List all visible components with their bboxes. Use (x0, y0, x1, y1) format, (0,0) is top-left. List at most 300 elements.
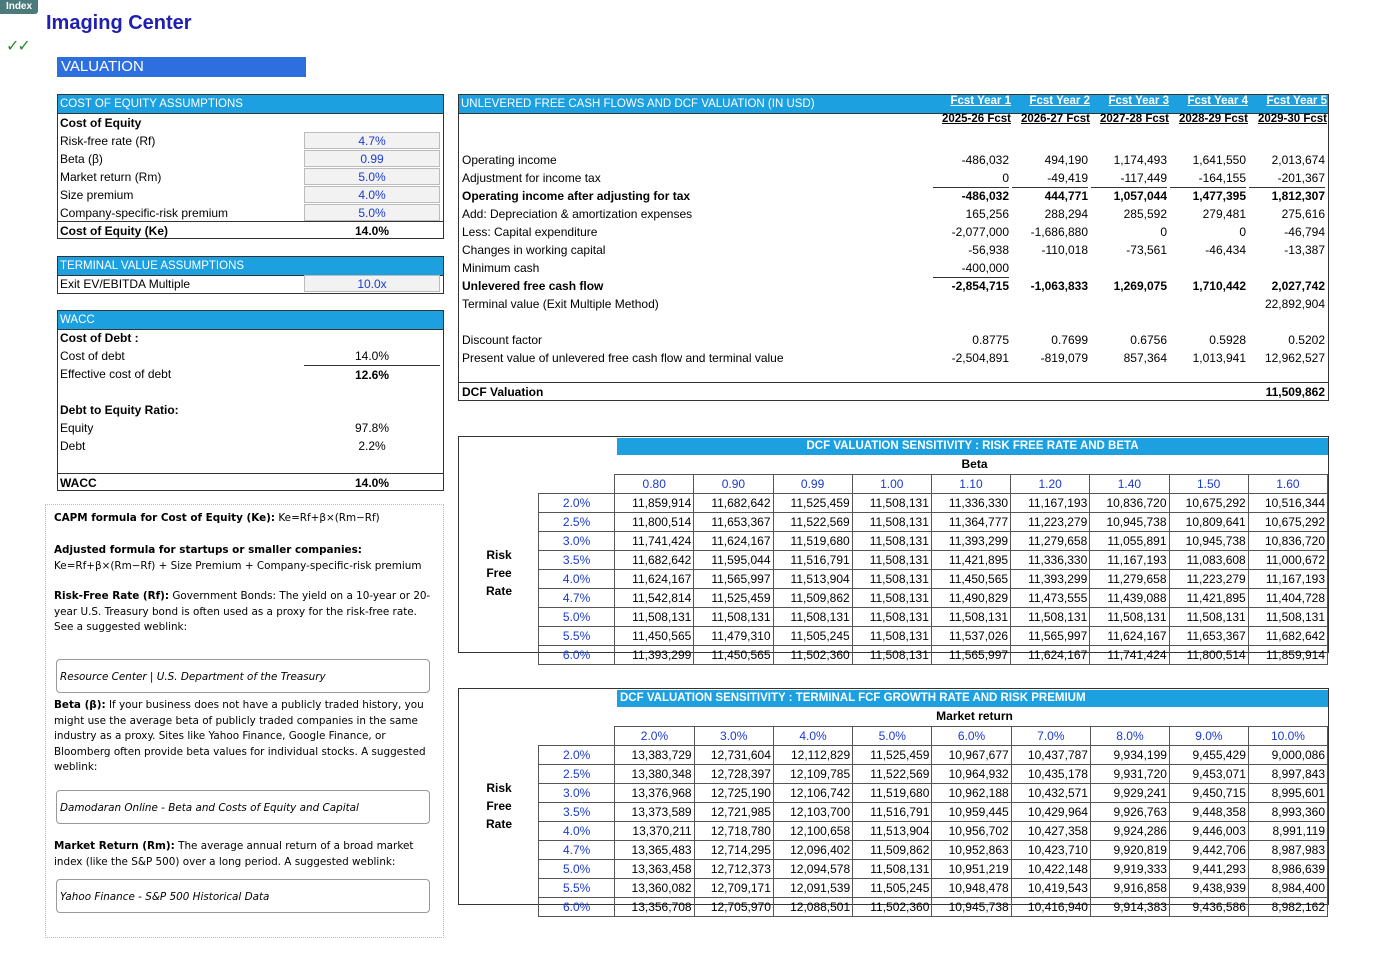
sens2-table (538, 726, 1328, 917)
dcf-value: 2,013,674 (1271, 153, 1325, 167)
sens-cell: 12,709,171 (694, 879, 773, 898)
sens-cell: 13,380,348 (615, 765, 694, 784)
sens-cell: 11,508,131 (852, 627, 931, 646)
dcf-value: -164,155 (1170, 169, 1246, 188)
sens-cell: 11,525,459 (773, 494, 852, 513)
sens-cell: 10,423,710 (1011, 841, 1090, 860)
sens-cell: 11,393,299 (1011, 570, 1090, 589)
pv-value: 1,013,941 (1192, 351, 1246, 365)
rf-input[interactable]: 4.7% (304, 132, 440, 149)
sens-cell: 11,595,044 (694, 551, 773, 570)
dcf-value: -73,561 (1126, 243, 1167, 257)
sens-cell: 9,926,763 (1090, 803, 1169, 822)
sens2-row-axis: Risk Free Rate (485, 781, 512, 831)
sens-cell: 13,373,589 (615, 803, 694, 822)
table-row (539, 494, 1328, 513)
rf-note: Risk-Free Rate (Rf): Government Bonds: The yield on a 10-year or 20-year U.S. Treasury bond is often used as a proxy for the risk-free rate. See a suggested weblink: (54, 590, 431, 633)
sens-cell: 11,542,814 (615, 589, 694, 608)
sens-cell: 13,365,483 (615, 841, 694, 860)
capm-note: CAPM formula for Cost of Equity (Ke): Ke=Rf+β×(Rm−Rf) (54, 512, 380, 524)
table-row (539, 879, 1328, 898)
sens-row-header: 3.0% (539, 784, 615, 803)
sens-cell: 11,505,245 (853, 879, 932, 898)
dcf-valuation-label: DCF Valuation (462, 385, 544, 399)
dcf-row-label: Operating income after adjusting for tax (462, 189, 691, 203)
sens-cell: 11,167,193 (1011, 494, 1090, 513)
sens-cell: 11,083,608 (1169, 551, 1248, 570)
dcf-value: 279,481 (1202, 207, 1246, 221)
sens-cell: 11,859,914 (615, 494, 694, 513)
sens-cell: 9,442,706 (1169, 841, 1248, 860)
treasury-link[interactable]: Resource Center | U.S. Department of the Treasury (56, 659, 430, 693)
dcf-value: 1,812,307 (1271, 189, 1325, 203)
sens-cell: 9,438,939 (1169, 879, 1248, 898)
sens-cell: 11,473,555 (1011, 589, 1090, 608)
sens-cell: 9,453,071 (1169, 765, 1248, 784)
dcf-value: -46,434 (1205, 243, 1246, 257)
sens-cell: 13,360,082 (615, 879, 694, 898)
dcf-valuation-value: 11,509,862 (1265, 385, 1325, 399)
sens2-panel (458, 688, 1329, 914)
sens-cell: 8,997,843 (1248, 765, 1327, 784)
table-row (539, 570, 1328, 589)
sens-cell: 11,508,131 (931, 608, 1010, 627)
sens-cell: 11,421,895 (931, 551, 1010, 570)
dcf-value: 2,027,742 (1271, 279, 1325, 293)
sens-cell: 11,167,193 (1248, 570, 1327, 589)
sens-cell: 8,986,639 (1248, 860, 1327, 879)
dcf-row-label: Less: Capital expenditure (462, 225, 598, 239)
sens-cell: 12,718,780 (694, 822, 773, 841)
sens-cell: 10,962,188 (932, 784, 1011, 803)
sens-cell: 11,624,167 (1011, 646, 1090, 665)
sens-cell: 10,945,738 (1090, 513, 1169, 532)
cod-row: Cost of debt 14.0% (60, 349, 390, 363)
dcf-value: -486,032 (961, 153, 1009, 167)
sens-cell: 13,370,211 (615, 822, 694, 841)
wacc-header: WACC (58, 311, 443, 330)
dcf-value: -46,794 (1284, 225, 1325, 239)
sens-cell: 11,741,424 (1090, 646, 1169, 665)
sens-col-header: 1.00 (852, 475, 931, 494)
forecast-period-header: 2028-29 Fcst (1178, 113, 1248, 125)
sens-cell: 10,516,344 (1248, 494, 1327, 513)
equity-row: Equity 97.8% (60, 421, 390, 435)
coe-row: Market return (Rm) 5.0% (58, 168, 443, 186)
sens-cell: 11,509,862 (773, 589, 852, 608)
sens-cell: 11,393,299 (931, 532, 1010, 551)
sens1-col-axis: Beta (961, 457, 988, 471)
sens-cell: 8,982,162 (1248, 898, 1327, 917)
discount-value: 0.5202 (1288, 333, 1325, 347)
sens-cell: 10,952,863 (932, 841, 1011, 860)
adj-note: Adjusted formula for startups or smaller companies: Ke=Rf+β×(Rm−Rf) + Size Premium + Company-specific-risk premium (54, 544, 422, 572)
sens-col-header: 4.0% (773, 727, 852, 746)
forecast-year-header: Fcst Year 5 (1266, 95, 1327, 107)
sens-cell: 9,441,293 (1169, 860, 1248, 879)
sens-cell: 11,508,131 (773, 608, 852, 627)
sens-col-header: 9.0% (1169, 727, 1248, 746)
sens-cell: 10,422,148 (1011, 860, 1090, 879)
table-row (539, 608, 1328, 627)
sens-cell: 11,624,167 (694, 532, 773, 551)
sens-cell: 11,565,997 (931, 646, 1010, 665)
dcf-row-label: Adjustment for income tax (462, 171, 601, 185)
sens-cell: 11,404,728 (1248, 589, 1327, 608)
dcf-value: 0 (1239, 225, 1246, 239)
sens-cell: 11,490,829 (931, 589, 1010, 608)
sens-cell: 11,624,167 (1090, 627, 1169, 646)
sens-cell: 10,432,571 (1011, 784, 1090, 803)
cost-of-equity-panel (57, 94, 444, 239)
sens-row-header: 4.0% (539, 570, 615, 589)
dcf-value: -2,854,715 (951, 279, 1009, 293)
dcf-valuation-row (459, 382, 1328, 401)
table-row (539, 860, 1328, 879)
dcf-value: -2,077,000 (951, 225, 1009, 239)
sens-cell: 13,376,968 (615, 784, 694, 803)
dcf-row-label: Unlevered free cash flow (462, 279, 604, 293)
sens-cell: 12,100,658 (773, 822, 852, 841)
sens-cell: 10,945,738 (932, 898, 1011, 917)
sens-cell: 12,712,373 (694, 860, 773, 879)
pv-value: 857,364 (1123, 351, 1167, 365)
sens-cell: 12,112,829 (773, 746, 852, 765)
sens-cell: 10,675,292 (1248, 513, 1327, 532)
sens-cell: 11,508,131 (1090, 608, 1169, 627)
sens-cell: 12,731,604 (694, 746, 773, 765)
forecast-period-header: 2029-30 Fcst (1257, 113, 1327, 125)
dcf-value: 494,190 (1044, 153, 1088, 167)
dcf-value: -486,032 (961, 189, 1009, 203)
sens-cell: 10,427,358 (1011, 822, 1090, 841)
sens-cell: 11,508,131 (1248, 608, 1327, 627)
sens-cell: 10,948,478 (932, 879, 1011, 898)
index-tab[interactable]: Index (0, 0, 38, 14)
sens-cell: 11,522,569 (773, 513, 852, 532)
section-title: VALUATION (57, 57, 306, 77)
sens-cell: 11,450,565 (931, 570, 1010, 589)
sens-cell: 11,741,424 (615, 532, 694, 551)
sens-cell: 9,000,086 (1248, 746, 1327, 765)
sens-cell: 11,508,131 (1011, 608, 1090, 627)
sens-cell: 11,450,565 (615, 627, 694, 646)
sens-cell: 9,931,720 (1090, 765, 1169, 784)
sens-cell: 11,516,791 (853, 803, 932, 822)
sens-cell: 11,223,279 (1011, 513, 1090, 532)
pv-value: 12,962,527 (1264, 351, 1325, 365)
sens-cell: 11,502,360 (773, 646, 852, 665)
sens-cell: 10,967,677 (932, 746, 1011, 765)
sens-cell: 11,508,131 (1169, 608, 1248, 627)
size-premium-input[interactable]: 4.0% (304, 186, 440, 203)
sens-cell: 11,682,642 (615, 551, 694, 570)
sens1-panel (458, 436, 1329, 662)
dcf-value: 1,641,550 (1192, 153, 1246, 167)
sens-cell: 11,565,997 (1011, 627, 1090, 646)
dcf-value: -56,938 (968, 243, 1009, 257)
sens-cell: 11,508,131 (852, 608, 931, 627)
sens-cell: 11,393,299 (615, 646, 694, 665)
damodaran-link[interactable]: Damodaran Online - Beta and Costs of Equity and Capital (56, 790, 430, 824)
sens-cell: 10,959,445 (932, 803, 1011, 822)
sens-cell: 12,714,295 (694, 841, 773, 860)
sens-col-header: 6.0% (932, 727, 1011, 746)
sens-cell: 11,279,658 (1090, 570, 1169, 589)
sens-cell: 11,508,131 (852, 532, 931, 551)
sens-row-header: 5.5% (539, 879, 615, 898)
cod-subheader: Cost of Debt : (60, 331, 139, 345)
sens-row-header: 2.0% (539, 494, 615, 513)
sens-cell: 12,705,970 (694, 898, 773, 917)
sens-col-header: 1.40 (1090, 475, 1169, 494)
sens-cell: 11,682,642 (694, 494, 773, 513)
sens-cell: 9,914,383 (1090, 898, 1169, 917)
dcf-value: -400,000 (933, 259, 1009, 278)
sens-row-header: 5.0% (539, 608, 615, 627)
sens-cell: 9,934,199 (1090, 746, 1169, 765)
pv-value: -2,504,891 (951, 351, 1009, 365)
sens-cell: 11,513,904 (773, 570, 852, 589)
table-row (539, 551, 1328, 570)
forecast-year-header: Fcst Year 2 (1029, 95, 1090, 107)
rm-input[interactable]: 5.0% (304, 168, 440, 185)
sens-col-header: 0.80 (615, 475, 694, 494)
sens2-title: DCF VALUATION SENSITIVITY : TERMINAL FCF GROWTH RATE AND RISK PREMIUM (617, 690, 1328, 707)
dcf-value: -201,367 (1249, 169, 1325, 188)
dcf-value: -117,449 (1091, 169, 1167, 188)
sens-cell: 10,836,720 (1248, 532, 1327, 551)
coe-row: Beta (β) 0.99 (58, 150, 443, 168)
sens-cell: 11,439,088 (1090, 589, 1169, 608)
sens-cell: 11,519,680 (853, 784, 932, 803)
sens-cell: 9,450,715 (1169, 784, 1248, 803)
sens-cell: 12,728,397 (694, 765, 773, 784)
dcf-value: -1,686,880 (1030, 225, 1088, 239)
discount-value: 0.8775 (972, 333, 1009, 347)
sens-row-header: 4.0% (539, 822, 615, 841)
sens-cell: 11,513,904 (853, 822, 932, 841)
sens1-row-axis: Risk Free Rate (485, 548, 512, 598)
sens-cell: 8,987,983 (1248, 841, 1327, 860)
sens-cell: 11,508,131 (852, 513, 931, 532)
sens-cell: 9,446,003 (1169, 822, 1248, 841)
discount-label: Discount factor (462, 333, 543, 347)
sens-row-header: 2.5% (539, 513, 615, 532)
sens-cell: 11,525,459 (853, 746, 932, 765)
dcf-value: 288,294 (1044, 207, 1088, 221)
sens-col-header: 1.20 (1011, 475, 1090, 494)
table-row (539, 765, 1328, 784)
sens-cell: 11,516,791 (773, 551, 852, 570)
dcf-value: 1,477,395 (1192, 189, 1246, 203)
dcf-value: 1,710,442 (1192, 279, 1246, 293)
dcf-row-label: Add: Depreciation & amortization expenses (462, 207, 693, 221)
sens-cell: 9,924,286 (1090, 822, 1169, 841)
sens-cell: 11,519,680 (773, 532, 852, 551)
sens-cell: 12,106,742 (773, 784, 852, 803)
coe-row: Size premium 4.0% (58, 186, 443, 204)
coe-header: COST OF EQUITY ASSUMPTIONS (58, 95, 443, 114)
sens-cell: 10,435,178 (1011, 765, 1090, 784)
forecast-period-header: 2025-26 Fcst (941, 113, 1011, 125)
coe-total: Cost of Equity (Ke) 14.0% (58, 221, 443, 240)
sens-cell: 11,522,569 (853, 765, 932, 784)
sens-col-header: 10.0% (1248, 727, 1327, 746)
sens-cell: 11,055,891 (1090, 532, 1169, 551)
sens-row-header: 5.5% (539, 627, 615, 646)
sens-col-header: 1.10 (931, 475, 1010, 494)
sens-cell: 11,653,367 (694, 513, 773, 532)
debt-row: Debt 2.2% (60, 439, 386, 453)
corner-cell (539, 475, 615, 494)
wacc-total: WACC 14.0% (58, 473, 443, 492)
forecast-period-header: 2026-27 Fcst (1020, 113, 1090, 125)
sens2-col-axis: Market return (936, 709, 1013, 723)
sens-cell: 11,508,131 (853, 860, 932, 879)
sens-cell: 10,951,219 (932, 860, 1011, 879)
sens-cell: 11,508,131 (852, 589, 931, 608)
sens-col-header: 8.0% (1090, 727, 1169, 746)
coe-row: Risk-free rate (Rf) 4.7% (58, 132, 443, 150)
dcf-value: -110,018 (1041, 243, 1088, 257)
discount-value: 0.7699 (1051, 333, 1088, 347)
sens-col-header: 5.0% (853, 727, 932, 746)
tv-header: TERMINAL VALUE ASSUMPTIONS (58, 257, 443, 276)
sens-cell: 11,167,193 (1090, 551, 1169, 570)
exit-multiple-input[interactable]: 10.0x (304, 275, 440, 292)
table-row (539, 803, 1328, 822)
dcf-value: -13,387 (1284, 243, 1325, 257)
sens1-title: DCF VALUATION SENSITIVITY : RISK FREE RATE AND BETA (617, 438, 1328, 455)
eff-cod-row: Effective cost of debt 12.6% (58, 365, 443, 383)
sens-row-header: 6.0% (539, 898, 615, 917)
sens-cell: 11,505,245 (773, 627, 852, 646)
sens-cell: 13,383,729 (615, 746, 694, 765)
wacc-panel (57, 310, 444, 491)
sens-cell: 12,103,700 (773, 803, 852, 822)
sens1-table (538, 474, 1328, 665)
dcf-value: -49,419 (1012, 169, 1088, 188)
sens-col-header: 1.60 (1248, 475, 1327, 494)
discount-value: 0.5928 (1209, 333, 1246, 347)
sens-cell: 11,364,777 (931, 513, 1010, 532)
sens-cell: 11,509,862 (853, 841, 932, 860)
sens-cell: 11,800,514 (1169, 646, 1248, 665)
dcf-value: -1,063,833 (1030, 279, 1088, 293)
dcf-value: 22,892,904 (1264, 297, 1325, 311)
sens-cell: 12,094,578 (773, 860, 852, 879)
csrp-input[interactable]: 5.0% (304, 204, 440, 221)
tv-row: Exit EV/EBITDA Multiple 10.0x (58, 275, 443, 293)
coe-subheader: Cost of Equity (60, 116, 142, 130)
sens-cell: 11,682,642 (1248, 627, 1327, 646)
sens-cell: 11,859,914 (1248, 646, 1327, 665)
rm-note: Market Return (Rm): The average annual return of a broad market index (like the S&P 500) over a long period. A suggested weblink: (54, 840, 414, 868)
sens-row-header: 4.7% (539, 589, 615, 608)
dcf-row-label: Changes in working capital (462, 243, 606, 257)
sens-cell: 10,419,543 (1011, 879, 1090, 898)
sens-cell: 8,991,119 (1248, 822, 1327, 841)
forecast-year-header: Fcst Year 1 (950, 95, 1011, 107)
dcf-value: 275,616 (1281, 207, 1325, 221)
table-row (539, 627, 1328, 646)
sens-cell: 12,721,985 (694, 803, 773, 822)
sens-cell: 11,537,026 (931, 627, 1010, 646)
dcf-value: 1,174,493 (1113, 153, 1167, 167)
sens-cell: 9,929,241 (1090, 784, 1169, 803)
dcf-value: 1,057,044 (1113, 189, 1167, 203)
sens-cell: 13,363,458 (615, 860, 694, 879)
table-row (539, 589, 1328, 608)
sens-cell: 9,436,586 (1169, 898, 1248, 917)
sens-row-header: 2.5% (539, 765, 615, 784)
sens-row-header: 3.5% (539, 551, 615, 570)
sens-cell: 12,096,402 (773, 841, 852, 860)
table-row (539, 822, 1328, 841)
sens-cell: 11,525,459 (694, 589, 773, 608)
sens-row-header: 3.5% (539, 803, 615, 822)
table-row (539, 898, 1328, 917)
sens-cell: 12,725,190 (694, 784, 773, 803)
sens-cell: 10,836,720 (1090, 494, 1169, 513)
sens-cell: 10,437,787 (1011, 746, 1090, 765)
sens-cell: 11,508,131 (852, 494, 931, 513)
table-row (539, 746, 1328, 765)
terminal-value-panel (57, 256, 444, 294)
beta-input[interactable]: 0.99 (304, 150, 440, 167)
table-row (539, 841, 1328, 860)
sens-col-header: 1.50 (1169, 475, 1248, 494)
sens-row-header: 6.0% (539, 646, 615, 665)
table-row (539, 532, 1328, 551)
sens-row-header: 4.7% (539, 841, 615, 860)
sens-row-header: 2.0% (539, 746, 615, 765)
sens-cell: 9,920,819 (1090, 841, 1169, 860)
sens-cell: 11,421,895 (1169, 589, 1248, 608)
sens-cell: 11,336,330 (1011, 551, 1090, 570)
sens-cell: 8,995,601 (1248, 784, 1327, 803)
sens-cell: 10,429,964 (1011, 803, 1090, 822)
sens-cell: 13,356,708 (615, 898, 694, 917)
sens-row-header: 3.0% (539, 532, 615, 551)
sens-row-header: 5.0% (539, 860, 615, 879)
dcf-value: 444,771 (1044, 189, 1088, 203)
sens-cell: 11,450,565 (694, 646, 773, 665)
sens-col-header: 3.0% (694, 727, 773, 746)
sens-cell: 11,502,360 (853, 898, 932, 917)
dcf-value: 285,592 (1123, 207, 1167, 221)
sens-cell: 12,091,539 (773, 879, 852, 898)
sens-cell: 11,508,131 (852, 646, 931, 665)
forecast-period-header: 2027-28 Fcst (1099, 113, 1169, 125)
pv-label: Present value of unlevered free cash flow and terminal value (462, 351, 784, 365)
sens-cell: 11,653,367 (1169, 627, 1248, 646)
check-icon: ✓✓ (6, 38, 29, 55)
beta-note: Beta (β): If your business does not have a publicly traded history, you might use the average beta of publicly traded companies in the same industry as a proxy. Sites like Yahoo Finance, Google Finance, or Bloomberg often provide beta values for individual stocks. A suggested weblink: (54, 699, 426, 773)
forecast-year-header: Fcst Year 4 (1187, 95, 1248, 107)
sens-cell: 10,945,738 (1169, 532, 1248, 551)
sens-cell: 11,279,658 (1011, 532, 1090, 551)
dcf-panel (458, 94, 1329, 401)
sens-col-header: 2.0% (615, 727, 694, 746)
sens-cell: 8,993,360 (1248, 803, 1327, 822)
notes-panel (45, 504, 444, 938)
discount-value: 0.6756 (1130, 333, 1167, 347)
yahoo-link[interactable]: Yahoo Finance - S&P 500 Historical Data (56, 879, 430, 913)
sens-cell: 11,565,997 (694, 570, 773, 589)
sens-cell: 11,508,131 (694, 608, 773, 627)
